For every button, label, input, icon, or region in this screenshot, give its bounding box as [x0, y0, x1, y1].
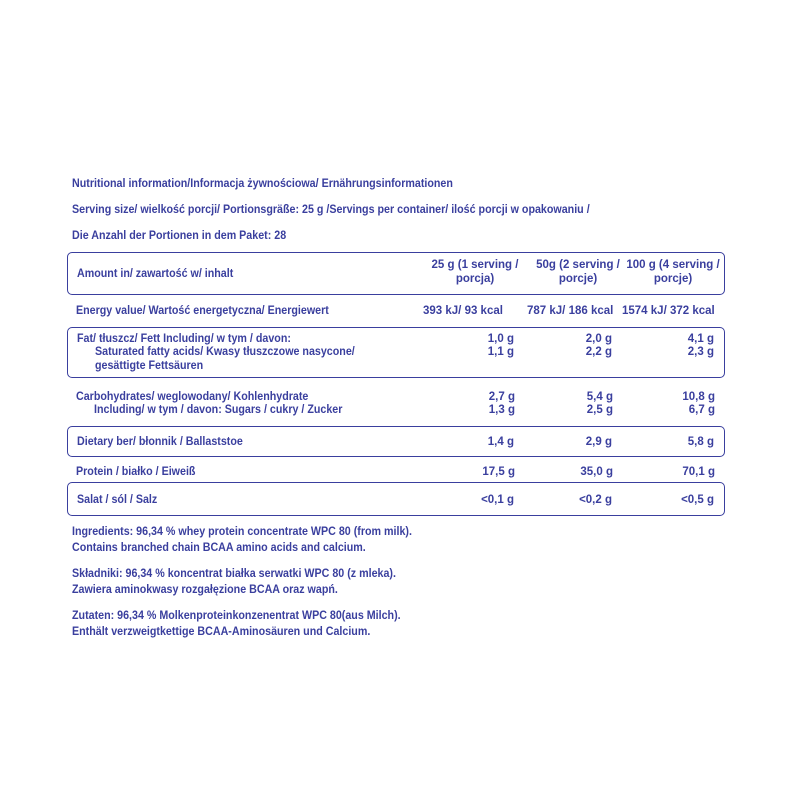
salt-v2: <0,2 g — [579, 494, 612, 506]
satfat-v2: 2,2 g — [585, 346, 612, 358]
salt-box — [67, 482, 725, 516]
protein-row — [67, 463, 725, 481]
sugars-v3: 6,7 g — [688, 404, 715, 416]
salt-v3: <0,5 g — [681, 494, 714, 506]
sugars-label: Including/ w tym / davon: Sugars / cukry / Zucker — [94, 404, 343, 416]
table-header-box — [67, 252, 725, 295]
protein-v1: 17,5 g — [482, 466, 515, 478]
sugars-v1: 1,3 g — [488, 404, 515, 416]
carbs-v3: 10,8 g — [682, 391, 715, 403]
energy-v3: 1574 kJ/ 372 kcal — [622, 305, 715, 317]
fat-label: Fat/ tłuszcz/ Fett Including/ w tym / davon: — [77, 333, 291, 345]
carbs-v2: 5,4 g — [586, 391, 613, 403]
salt-v1: <0,1 g — [481, 494, 514, 506]
col1-header: 25 g (1 serving / porcja) — [431, 259, 519, 285]
col2-header: 50g (2 serving / porcje) — [536, 259, 620, 285]
ingredients-en-1: Ingredients: 96,34 % whey protein concentrate WPC 80 (from milk). — [72, 526, 412, 538]
fat-v3: 4,1 g — [687, 333, 714, 345]
satfat-v3: 2,3 g — [687, 346, 714, 358]
energy-v2: 787 kJ/ 186 kcal — [527, 305, 614, 317]
ingredients-de-2: Enthält verzweigtkettige BCAA-Aminosäuren und Calcium. — [72, 626, 371, 638]
carbs-label: Carbohydrates/ weglowodany/ Kohlenhydrate — [76, 391, 309, 403]
energy-row — [67, 302, 725, 320]
header-line-2: Serving size/ wielkość porcji/ Portionsgräße: 25 g /Servings per container/ ilość porcji w opakowaniu / — [72, 204, 590, 216]
carbs-row — [67, 390, 725, 420]
header-line-3: Die Anzahl der Portionen in dem Paket: 28 — [72, 230, 287, 242]
amount-label: Amount in/ zawartość w/ inhalt — [77, 268, 234, 280]
col3-header: 100 g (4 serving / porcje) — [626, 259, 720, 285]
fiber-box — [67, 426, 725, 457]
salt-label: Salat / sól / Salz — [77, 494, 158, 506]
fiber-v3: 5,8 g — [687, 436, 714, 448]
fiber-v2: 2,9 g — [585, 436, 612, 448]
fat-v1: 1,0 g — [487, 333, 514, 345]
ingredients-pl-2: Zawiera aminokwasy rozgałęzione BCAA oraz wapń. — [72, 584, 338, 596]
sugars-v2: 2,5 g — [586, 404, 613, 416]
fiber-label: Dietary ber/ błonnik / Ballaststoe — [77, 436, 243, 448]
carbs-v1: 2,7 g — [488, 391, 515, 403]
fat-box — [67, 327, 725, 378]
fat-v2: 2,0 g — [585, 333, 612, 345]
header-line-1: Nutritional information/Informacja żywnościowa/ Ernährungsinformationen — [72, 178, 453, 190]
satfat-label: Saturated fatty acids/ Kwasy tłuszczowe nasycone/ gesättigte Fettsäuren — [95, 346, 355, 372]
energy-v1: 393 kJ/ 93 kcal — [423, 305, 503, 317]
energy-label: Energy value/ Wartość energetyczna/ Energiewert — [76, 305, 329, 317]
fiber-v1: 1,4 g — [487, 436, 514, 448]
protein-v2: 35,0 g — [580, 466, 613, 478]
ingredients-en-2: Contains branched chain BCAA amino acids and calcium. — [72, 542, 366, 554]
protein-label: Protein / białko / Eiweiß — [76, 466, 196, 478]
protein-v3: 70,1 g — [682, 466, 715, 478]
ingredients-pl-1: Składniki: 96,34 % koncentrat białka serwatki WPC 80 (z mleka). — [72, 568, 396, 580]
ingredients-de-1: Zutaten: 96,34 % Molkenproteinkonzenentrat WPC 80(aus Milch). — [72, 610, 401, 622]
satfat-v1: 1,1 g — [487, 346, 514, 358]
